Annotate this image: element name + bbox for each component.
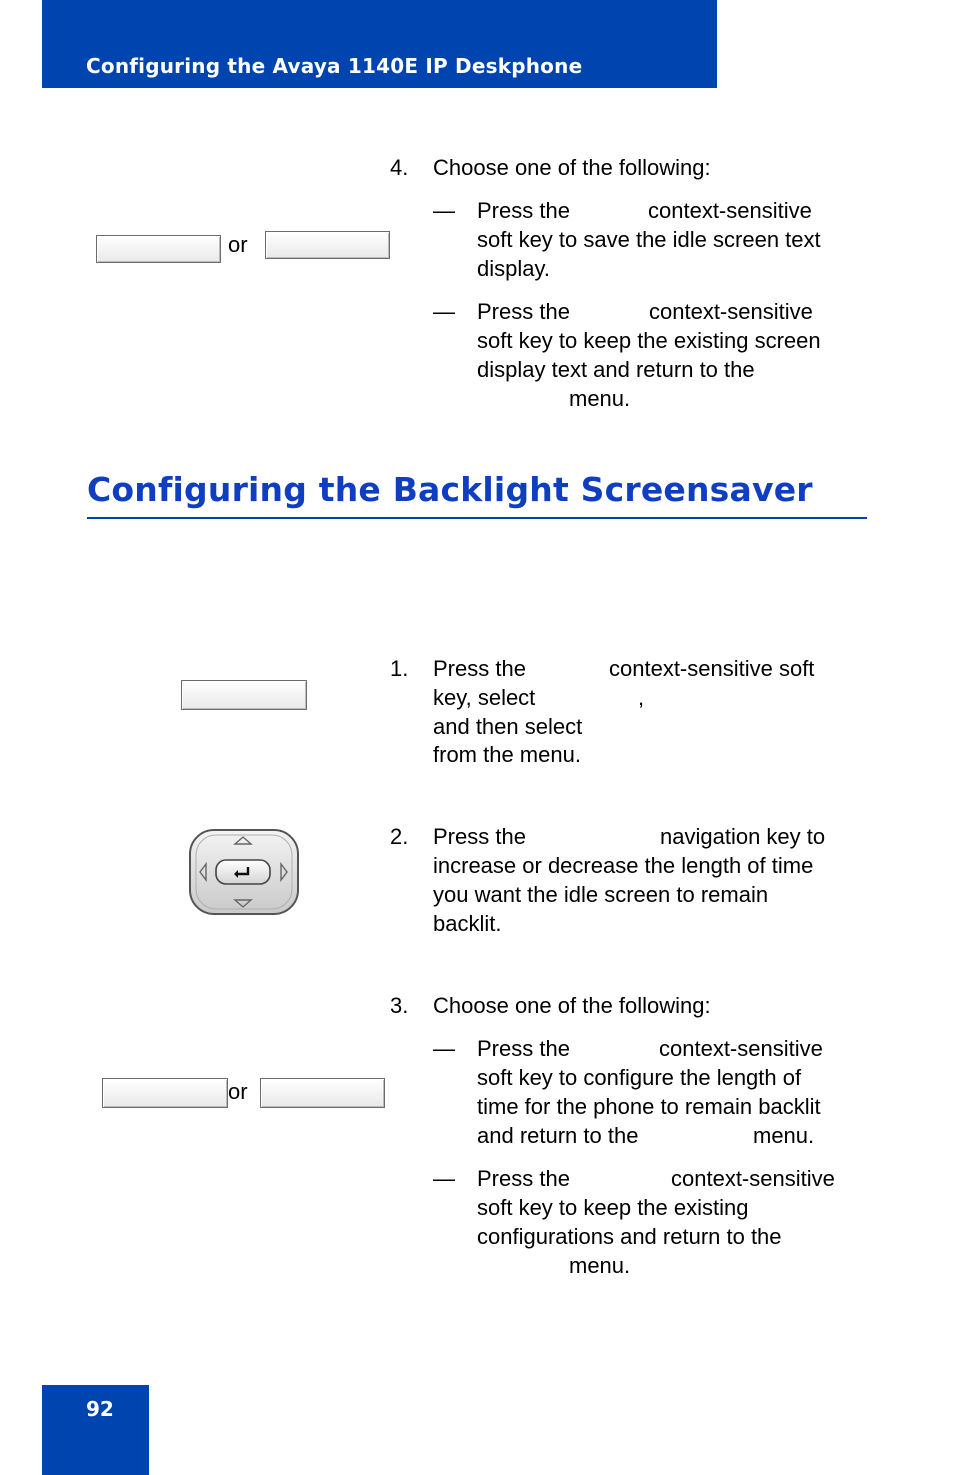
option-text: display text and return to the (477, 357, 755, 382)
navigation-key-icon[interactable] (188, 828, 300, 916)
heading-rule (87, 517, 867, 519)
step-text: Press the (433, 824, 526, 849)
step-text: backlit. (433, 911, 502, 936)
or-label: or (228, 232, 248, 257)
option-dash: — (433, 1166, 455, 1191)
option-text: context-sensitive (659, 1036, 823, 1061)
option-text: configurations and return to the (477, 1224, 782, 1249)
step-text: , (638, 685, 645, 710)
option-text: soft key to keep the existing (477, 1195, 749, 1220)
header-title: Configuring the Avaya 1140E IP Deskphone (86, 54, 583, 78)
step-text: Press the (433, 656, 526, 681)
step-number: 3. (390, 993, 409, 1018)
cancel-soft-key[interactable] (265, 231, 390, 259)
step-text: and then select (433, 714, 583, 739)
cancel-soft-key[interactable] (260, 1078, 385, 1108)
step-text: increase or decrease the length of time (433, 853, 814, 878)
step-text: context-sensitive soft (609, 656, 815, 681)
option-text: context-sensitive (648, 198, 812, 223)
option-text: soft key to keep the existing screen (477, 328, 821, 353)
step-number: 1. (390, 656, 409, 681)
option-text: time for the phone to remain backlit (477, 1094, 821, 1119)
option-text: context-sensitive (671, 1166, 835, 1191)
option-text: menu. (569, 1253, 631, 1278)
step-text: navigation key to (660, 824, 826, 849)
header-bar (42, 0, 717, 88)
option-text: and return to the (477, 1123, 639, 1148)
step-number: 4. (390, 155, 409, 180)
save-soft-key[interactable] (96, 235, 221, 263)
option-text: menu. (569, 386, 631, 411)
step-text: you want the idle screen to remain (433, 882, 769, 907)
or-label: or (228, 1079, 248, 1104)
option-dash: — (433, 299, 455, 324)
option-text: context-sensitive (649, 299, 813, 324)
step-text: key, select (433, 685, 536, 710)
option-text: Press the (477, 1166, 570, 1191)
option-text: soft key to save the idle screen text (477, 227, 821, 252)
option-text: soft key to configure the length of (477, 1065, 802, 1090)
page-number-box (42, 1385, 149, 1475)
step-number: 2. (390, 824, 409, 849)
option-text: display. (477, 256, 550, 281)
step-text: Choose one of the following: (433, 993, 711, 1018)
option-dash: — (433, 1036, 455, 1061)
step-text: Choose one of the following: (433, 155, 711, 180)
option-text: Press the (477, 1036, 570, 1061)
step-text: from the menu. (433, 742, 581, 767)
option-text: menu. (753, 1123, 815, 1148)
prefs-soft-key[interactable] (181, 680, 307, 710)
select-soft-key[interactable] (102, 1078, 228, 1108)
option-text: Press the (477, 299, 570, 324)
page-number: 92 (86, 1397, 114, 1421)
option-dash: — (433, 198, 455, 223)
section-heading: Configuring the Backlight Screensaver (87, 470, 813, 509)
option-text: Press the (477, 198, 570, 223)
